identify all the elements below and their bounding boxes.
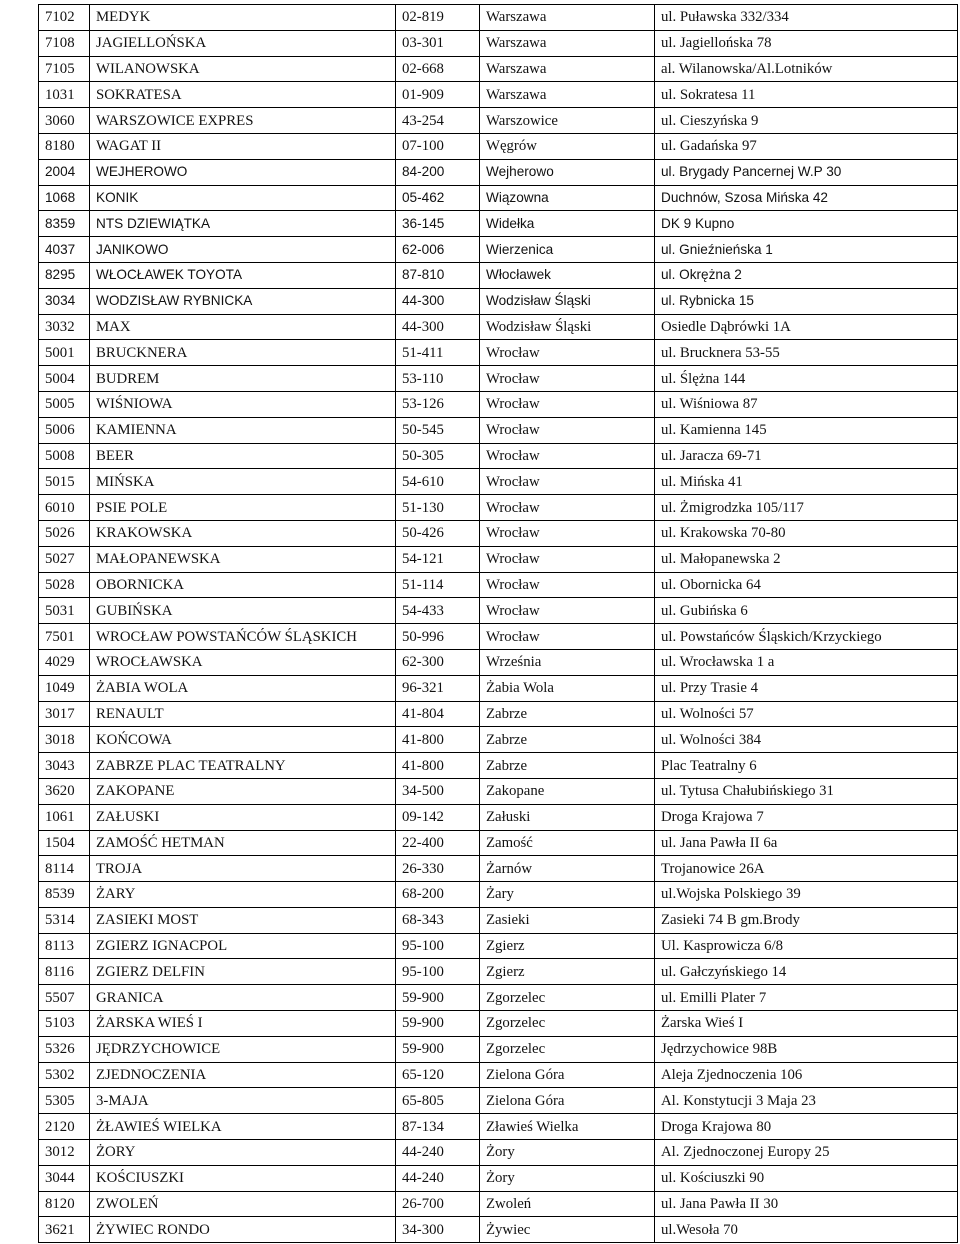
address-cell: ul. Żmigrodzka 105/117 (655, 495, 958, 521)
postal-code-cell: 51-114 (396, 572, 480, 598)
table-row (39, 520, 958, 546)
postal-code-cell: 62-006 (396, 237, 480, 263)
city-cell: Żary (480, 882, 655, 908)
postal-code-cell: 54-433 (396, 598, 480, 624)
postal-code-cell: 68-200 (396, 882, 480, 908)
address-cell: ul. Cieszyńska 9 (655, 108, 958, 134)
address-cell: ul. Obornicka 64 (655, 572, 958, 598)
station-name-cell: GUBIŃSKA (90, 598, 396, 624)
station-name-cell: ŻARY (90, 882, 396, 908)
postal-code-cell: 54-121 (396, 546, 480, 572)
station-name-cell: ZAŁUSKI (90, 804, 396, 830)
city-cell: Wejherowo (480, 159, 655, 185)
station-id-cell: 5015 (39, 469, 90, 495)
table-row (39, 753, 958, 779)
station-name-cell: ŻARSKA WIEŚ I (90, 1011, 396, 1037)
city-cell: Zabrze (480, 753, 655, 779)
postal-code-cell: 36-145 (396, 211, 480, 237)
station-id-cell: 8295 (39, 262, 90, 288)
station-id-cell: 5005 (39, 391, 90, 417)
city-cell: Zabrze (480, 701, 655, 727)
station-id-cell: 5031 (39, 598, 90, 624)
station-id-cell: 5028 (39, 572, 90, 598)
city-cell: Wiązowna (480, 185, 655, 211)
table-row (39, 1165, 958, 1191)
station-id-cell: 7105 (39, 56, 90, 82)
table-row (39, 701, 958, 727)
address-cell: ul. Krakowska 70-80 (655, 520, 958, 546)
station-id-cell: 8539 (39, 882, 90, 908)
table-row (39, 882, 958, 908)
table-row (39, 1140, 958, 1166)
postal-code-cell: 87-134 (396, 1114, 480, 1140)
table-row (39, 856, 958, 882)
table-row (39, 804, 958, 830)
address-cell: Aleja Zjednoczenia 106 (655, 1062, 958, 1088)
station-id-cell: 3620 (39, 778, 90, 804)
city-cell: Wrocław (480, 366, 655, 392)
station-id-cell: 5026 (39, 520, 90, 546)
postal-code-cell: 53-126 (396, 391, 480, 417)
station-id-cell: 5103 (39, 1011, 90, 1037)
address-cell: ul. Małopanewska 2 (655, 546, 958, 572)
station-name-cell: KRAKOWSKA (90, 520, 396, 546)
station-name-cell: ŻORY (90, 1140, 396, 1166)
station-name-cell: ZGIERZ DELFIN (90, 959, 396, 985)
station-id-cell: 1061 (39, 804, 90, 830)
address-cell: Jędrzychowice 98B (655, 1036, 958, 1062)
station-id-cell: 8116 (39, 959, 90, 985)
address-cell: Plac Teatralny 6 (655, 753, 958, 779)
city-cell: Warszawa (480, 82, 655, 108)
postal-code-cell: 53-110 (396, 366, 480, 392)
station-name-cell: GRANICA (90, 985, 396, 1011)
station-name-cell: WAGAT II (90, 133, 396, 159)
table-row (39, 159, 958, 185)
table-row (39, 211, 958, 237)
station-name-cell: ŻŁAWIEŚ WIELKA (90, 1114, 396, 1140)
table-row (39, 5, 958, 31)
postal-code-cell: 01-909 (396, 82, 480, 108)
table-row (39, 469, 958, 495)
table-row (39, 237, 958, 263)
address-cell: ul. Mińska 41 (655, 469, 958, 495)
postal-code-cell: 41-800 (396, 753, 480, 779)
address-cell: Ul. Kasprowicza 6/8 (655, 933, 958, 959)
station-name-cell: OBORNICKA (90, 572, 396, 598)
address-cell: Trojanowice 26A (655, 856, 958, 882)
city-cell: Wrocław (480, 495, 655, 521)
address-cell: ul. Brygady Pancernej W.P 30 (655, 159, 958, 185)
station-id-cell: 5008 (39, 443, 90, 469)
table-row (39, 546, 958, 572)
station-name-cell: MIŃSKA (90, 469, 396, 495)
postal-code-cell: 34-500 (396, 778, 480, 804)
station-id-cell: 4037 (39, 237, 90, 263)
station-name-cell: JĘDRZYCHOWICE (90, 1036, 396, 1062)
table-row (39, 624, 958, 650)
city-cell: Włocławek (480, 262, 655, 288)
city-cell: Wrocław (480, 443, 655, 469)
station-name-cell: MAŁOPANEWSKA (90, 546, 396, 572)
address-cell: ul. Wolności 384 (655, 727, 958, 753)
address-cell: Zasieki 74 B gm.Brody (655, 907, 958, 933)
city-cell: Wrocław (480, 391, 655, 417)
table-row (39, 1011, 958, 1037)
station-name-cell: KAMIENNA (90, 417, 396, 443)
table-row (39, 82, 958, 108)
station-id-cell: 3017 (39, 701, 90, 727)
postal-code-cell: 50-996 (396, 624, 480, 650)
table-row (39, 340, 958, 366)
table-row (39, 391, 958, 417)
table-row (39, 778, 958, 804)
station-id-cell: 5027 (39, 546, 90, 572)
city-cell: Załuski (480, 804, 655, 830)
station-name-cell: ŻABIA WOLA (90, 675, 396, 701)
city-cell: Zławieś Wielka (480, 1114, 655, 1140)
postal-code-cell: 65-120 (396, 1062, 480, 1088)
station-name-cell: BUDREM (90, 366, 396, 392)
station-name-cell: ZJEDNOCZENIA (90, 1062, 396, 1088)
address-cell: ul. Tytusa Chałubińskiego 31 (655, 778, 958, 804)
city-cell: Zielona Góra (480, 1062, 655, 1088)
city-cell: Zgorzelec (480, 1036, 655, 1062)
station-id-cell: 4029 (39, 649, 90, 675)
city-cell: Warszowice (480, 108, 655, 134)
postal-code-cell: 44-240 (396, 1140, 480, 1166)
table-row (39, 30, 958, 56)
postal-code-cell: 34-300 (396, 1217, 480, 1243)
station-id-cell: 3018 (39, 727, 90, 753)
city-cell: Żarnów (480, 856, 655, 882)
station-id-cell: 5305 (39, 1088, 90, 1114)
station-name-cell: ZAKOPANE (90, 778, 396, 804)
table-row (39, 288, 958, 314)
station-id-cell: 5314 (39, 907, 90, 933)
station-id-cell: 3034 (39, 288, 90, 314)
city-cell: Wrocław (480, 417, 655, 443)
table-row (39, 133, 958, 159)
station-id-cell: 3012 (39, 1140, 90, 1166)
table-row (39, 985, 958, 1011)
station-name-cell: RENAULT (90, 701, 396, 727)
station-name-cell: ZWOLEŃ (90, 1191, 396, 1217)
postal-code-cell: 44-300 (396, 314, 480, 340)
station-id-cell: 8180 (39, 133, 90, 159)
station-name-cell: 3-MAJA (90, 1088, 396, 1114)
postal-code-cell: 50-545 (396, 417, 480, 443)
postal-code-cell: 62-300 (396, 649, 480, 675)
address-cell: ul. Gałczyńskiego 14 (655, 959, 958, 985)
postal-code-cell: 41-804 (396, 701, 480, 727)
address-cell: ul. Wolności 57 (655, 701, 958, 727)
postal-code-cell: 02-668 (396, 56, 480, 82)
postal-code-cell: 05-462 (396, 185, 480, 211)
station-name-cell: WILANOWSKA (90, 56, 396, 82)
address-cell: Al. Konstytucji 3 Maja 23 (655, 1088, 958, 1114)
station-id-cell: 8120 (39, 1191, 90, 1217)
table-row (39, 933, 958, 959)
station-id-cell: 1504 (39, 830, 90, 856)
station-id-cell: 8113 (39, 933, 90, 959)
postal-code-cell: 59-900 (396, 1036, 480, 1062)
table-row (39, 907, 958, 933)
station-id-cell: 3621 (39, 1217, 90, 1243)
table-row (39, 830, 958, 856)
city-cell: Żory (480, 1140, 655, 1166)
address-cell: ul.Wesoła 70 (655, 1217, 958, 1243)
station-name-cell: ZGIERZ IGNACPOL (90, 933, 396, 959)
station-id-cell: 1031 (39, 82, 90, 108)
city-cell: Wrocław (480, 546, 655, 572)
postal-code-cell: 84-200 (396, 159, 480, 185)
address-cell: ul. Gubińska 6 (655, 598, 958, 624)
city-cell: Warszawa (480, 30, 655, 56)
postal-code-cell: 96-321 (396, 675, 480, 701)
table-row (39, 185, 958, 211)
station-name-cell: JANIKOWO (90, 237, 396, 263)
city-cell: Wierzenica (480, 237, 655, 263)
table-row (39, 959, 958, 985)
station-name-cell: WROCŁAWSKA (90, 649, 396, 675)
station-id-cell: 3032 (39, 314, 90, 340)
station-table-body (39, 5, 958, 1243)
postal-code-cell: 51-411 (396, 340, 480, 366)
station-id-cell: 7501 (39, 624, 90, 650)
city-cell: Wrocław (480, 340, 655, 366)
station-name-cell: BRUCKNERA (90, 340, 396, 366)
station-id-cell: 5004 (39, 366, 90, 392)
postal-code-cell: 59-900 (396, 985, 480, 1011)
station-id-cell: 5326 (39, 1036, 90, 1062)
address-cell: ul. Powstańców Śląskich/Krzyckiego (655, 624, 958, 650)
station-id-cell: 1068 (39, 185, 90, 211)
city-cell: Zwoleń (480, 1191, 655, 1217)
postal-code-cell: 95-100 (396, 959, 480, 985)
station-name-cell: NTS DZIEWIĄTKA (90, 211, 396, 237)
station-name-cell: WODZISŁAW RYBNICKA (90, 288, 396, 314)
table-row (39, 1088, 958, 1114)
address-cell: ul. Ślężna 144 (655, 366, 958, 392)
postal-code-cell: 07-100 (396, 133, 480, 159)
table-row (39, 495, 958, 521)
city-cell: Warszawa (480, 5, 655, 31)
city-cell: Zgierz (480, 933, 655, 959)
address-cell: ul. Gnieźnieńska 1 (655, 237, 958, 263)
station-table (38, 4, 958, 1243)
postal-code-cell: 43-254 (396, 108, 480, 134)
station-name-cell: WŁOCŁAWEK TOYOTA (90, 262, 396, 288)
address-cell: ul. Emilli Plater 7 (655, 985, 958, 1011)
address-cell: ul. Kościuszki 90 (655, 1165, 958, 1191)
postal-code-cell: 41-800 (396, 727, 480, 753)
table-row (39, 417, 958, 443)
postal-code-cell: 22-400 (396, 830, 480, 856)
address-cell: al. Wilanowska/Al.Lotników (655, 56, 958, 82)
address-cell: Droga Krajowa 80 (655, 1114, 958, 1140)
station-name-cell: WARSZOWICE EXPRES (90, 108, 396, 134)
table-row (39, 1114, 958, 1140)
station-id-cell: 3044 (39, 1165, 90, 1191)
postal-code-cell: 26-700 (396, 1191, 480, 1217)
table-row (39, 572, 958, 598)
station-id-cell: 5302 (39, 1062, 90, 1088)
address-cell: Duchnów, Szosa Mińska 42 (655, 185, 958, 211)
city-cell: Wodzisław Śląski (480, 288, 655, 314)
postal-code-cell: 26-330 (396, 856, 480, 882)
address-cell: ul. Jagiellońska 78 (655, 30, 958, 56)
address-cell: Al. Zjednoczonej Europy 25 (655, 1140, 958, 1166)
station-name-cell: KOŃCOWA (90, 727, 396, 753)
postal-code-cell: 65-805 (396, 1088, 480, 1114)
postal-code-cell: 09-142 (396, 804, 480, 830)
station-id-cell: 5006 (39, 417, 90, 443)
table-row (39, 108, 958, 134)
postal-code-cell: 02-819 (396, 5, 480, 31)
station-id-cell: 5001 (39, 340, 90, 366)
city-cell: Żywiec (480, 1217, 655, 1243)
table-row (39, 727, 958, 753)
station-name-cell: ZASIEKI MOST (90, 907, 396, 933)
city-cell: Zabrze (480, 727, 655, 753)
postal-code-cell: 50-305 (396, 443, 480, 469)
address-cell: ul. Brucknera 53-55 (655, 340, 958, 366)
station-id-cell: 3043 (39, 753, 90, 779)
postal-code-cell: 54-610 (396, 469, 480, 495)
address-cell: Droga Krajowa 7 (655, 804, 958, 830)
city-cell: Zakopane (480, 778, 655, 804)
city-cell: Zgierz (480, 959, 655, 985)
station-name-cell: KONIK (90, 185, 396, 211)
address-cell: DK 9 Kupno (655, 211, 958, 237)
address-cell: Osiedle Dąbrówki 1A (655, 314, 958, 340)
postal-code-cell: 87-810 (396, 262, 480, 288)
table-row (39, 1191, 958, 1217)
address-cell: ul.Wojska Polskiego 39 (655, 882, 958, 908)
station-name-cell: MAX (90, 314, 396, 340)
postal-code-cell: 59-900 (396, 1011, 480, 1037)
station-id-cell: 7108 (39, 30, 90, 56)
postal-code-cell: 68-343 (396, 907, 480, 933)
postal-code-cell: 51-130 (396, 495, 480, 521)
postal-code-cell: 44-240 (396, 1165, 480, 1191)
table-row (39, 1062, 958, 1088)
table-row (39, 1217, 958, 1243)
address-cell: ul. Jaracza 69-71 (655, 443, 958, 469)
station-name-cell: SOKRATESA (90, 82, 396, 108)
city-cell: Wodzisław Śląski (480, 314, 655, 340)
city-cell: Wrocław (480, 520, 655, 546)
station-name-cell: JAGIELLOŃSKA (90, 30, 396, 56)
address-cell: ul. Przy Trasie 4 (655, 675, 958, 701)
city-cell: Żory (480, 1165, 655, 1191)
postal-code-cell: 44-300 (396, 288, 480, 314)
city-cell: Żabia Wola (480, 675, 655, 701)
city-cell: Zasieki (480, 907, 655, 933)
station-name-cell: ŻYWIEC RONDO (90, 1217, 396, 1243)
city-cell: Wrocław (480, 624, 655, 650)
station-id-cell: 3060 (39, 108, 90, 134)
station-name-cell: WIŚNIOWA (90, 391, 396, 417)
table-row (39, 1036, 958, 1062)
address-cell: ul. Gadańska 97 (655, 133, 958, 159)
station-id-cell: 6010 (39, 495, 90, 521)
table-row (39, 366, 958, 392)
address-cell: ul. Rybnicka 15 (655, 288, 958, 314)
table-row (39, 314, 958, 340)
city-cell: Wrocław (480, 598, 655, 624)
address-cell: ul. Jana Pawła II 30 (655, 1191, 958, 1217)
city-cell: Zamość (480, 830, 655, 856)
address-cell: ul. Kamienna 145 (655, 417, 958, 443)
station-name-cell: MEDYK (90, 5, 396, 31)
table-row (39, 598, 958, 624)
station-name-cell: TROJA (90, 856, 396, 882)
city-cell: Widełka (480, 211, 655, 237)
station-name-cell: WEJHEROWO (90, 159, 396, 185)
station-name-cell: PSIE POLE (90, 495, 396, 521)
city-cell: Września (480, 649, 655, 675)
address-cell: ul. Okrężna 2 (655, 262, 958, 288)
station-id-cell: 2120 (39, 1114, 90, 1140)
station-name-cell: BEER (90, 443, 396, 469)
address-cell: Żarska Wieś I (655, 1011, 958, 1037)
station-name-cell: WROCŁAW POWSTAŃCÓW ŚLĄSKICH (90, 624, 396, 650)
station-id-cell: 8359 (39, 211, 90, 237)
station-name-cell: ZAMOŚĆ HETMAN (90, 830, 396, 856)
postal-code-cell: 03-301 (396, 30, 480, 56)
address-cell: ul. Jana Pawła II 6a (655, 830, 958, 856)
station-name-cell: KOŚCIUSZKI (90, 1165, 396, 1191)
address-cell: ul. Puławska 332/334 (655, 5, 958, 31)
address-cell: ul. Sokratesa 11 (655, 82, 958, 108)
city-cell: Wrocław (480, 572, 655, 598)
city-cell: Zgorzelec (480, 985, 655, 1011)
table-row (39, 262, 958, 288)
city-cell: Wrocław (480, 469, 655, 495)
address-cell: ul. Wiśniowa 87 (655, 391, 958, 417)
station-name-cell: ZABRZE PLAC TEATRALNY (90, 753, 396, 779)
table-row (39, 649, 958, 675)
postal-code-cell: 50-426 (396, 520, 480, 546)
city-cell: Zgorzelec (480, 1011, 655, 1037)
city-cell: Węgrów (480, 133, 655, 159)
station-id-cell: 5507 (39, 985, 90, 1011)
address-cell: ul. Wrocławska 1 a (655, 649, 958, 675)
city-cell: Warszawa (480, 56, 655, 82)
table-row (39, 443, 958, 469)
table-row (39, 675, 958, 701)
city-cell: Zielona Góra (480, 1088, 655, 1114)
station-id-cell: 8114 (39, 856, 90, 882)
station-id-cell: 1049 (39, 675, 90, 701)
table-row (39, 56, 958, 82)
postal-code-cell: 95-100 (396, 933, 480, 959)
station-id-cell: 7102 (39, 5, 90, 31)
station-id-cell: 2004 (39, 159, 90, 185)
